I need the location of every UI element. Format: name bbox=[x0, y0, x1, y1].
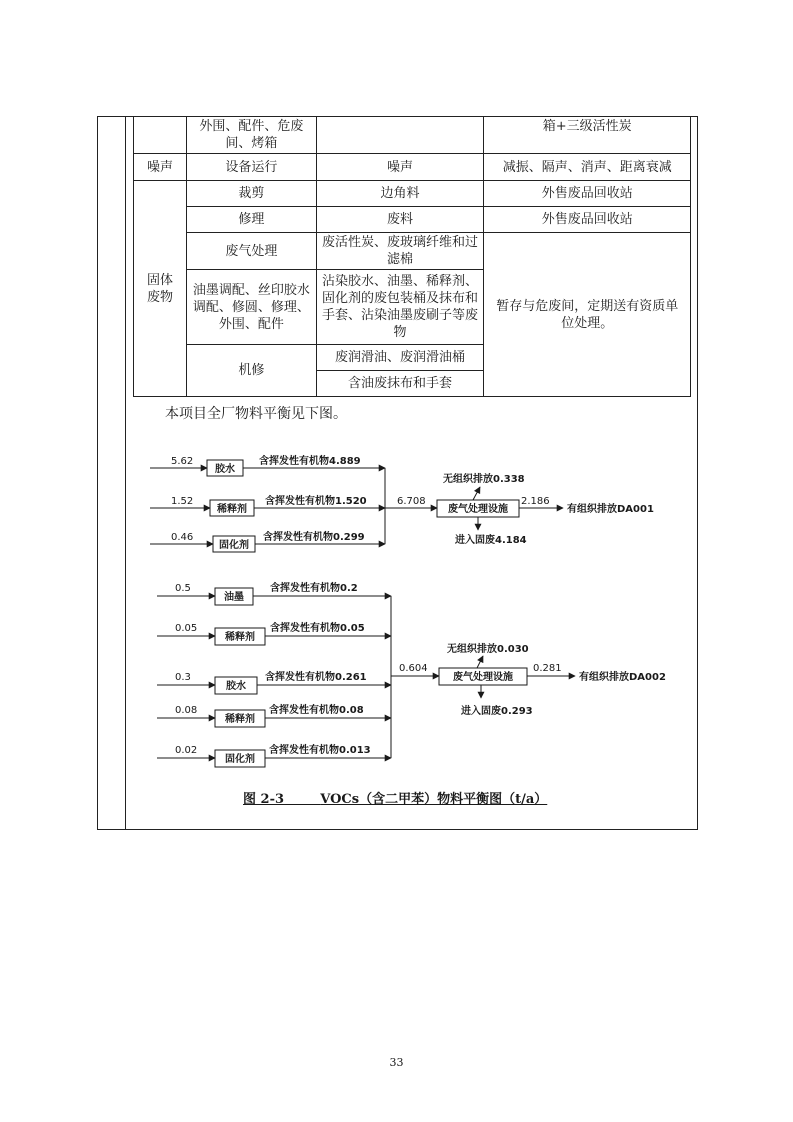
pollution-measures-table bbox=[133, 116, 691, 397]
cell-empty bbox=[134, 117, 187, 154]
diagram2-organized-amount: 0.281 bbox=[533, 663, 562, 674]
diagram2-input-amount: 0.02 bbox=[175, 745, 198, 756]
diagram2-input-material: 稀释剂 bbox=[225, 632, 255, 643]
diagram1-input-amount: 1.52 bbox=[171, 496, 194, 507]
table-row bbox=[134, 181, 691, 207]
diagram1-organized-amount: 2.186 bbox=[521, 496, 550, 507]
cell-source: 油墨调配、丝印胶水调配、修圆、修理、外围、配件 bbox=[186, 270, 316, 345]
cell-pollutant: 噪声 bbox=[316, 154, 484, 181]
table-row bbox=[134, 207, 691, 233]
cell-pollutant: 废活性炭、废玻璃纤维和过滤棉 bbox=[316, 233, 484, 270]
figure-number: 图 2-3 bbox=[243, 792, 285, 807]
cell-measure: 减振、隔声、消声、距离衰减 bbox=[484, 154, 691, 181]
diagram1-input-voc: 含挥发性有机物4.889 bbox=[259, 456, 361, 467]
cell-pollutant: 废料 bbox=[316, 207, 484, 233]
cell-measure: 暂存与危废间，定期送有资质单位处理。 bbox=[484, 233, 691, 397]
diagram2-input-voc: 含挥发性有机物0.05 bbox=[270, 623, 365, 634]
diagram1-solid: 进入固废4.184 bbox=[455, 535, 527, 546]
table-row bbox=[134, 154, 691, 181]
page-number: 33 bbox=[389, 1056, 404, 1069]
diagram2-organized: 有组织排放DA002 bbox=[579, 672, 666, 683]
cell-measure: 外售废品回收站 bbox=[484, 207, 691, 233]
diagram2-input-amount: 0.08 bbox=[175, 705, 198, 716]
cell-source: 机修 bbox=[186, 345, 316, 397]
diagram1-input-amount: 0.46 bbox=[171, 532, 194, 543]
cell-source: 外围、配件、危废间、烤箱 bbox=[186, 117, 316, 154]
diagram1-organized: 有组织排放DA001 bbox=[567, 504, 654, 515]
cell-category: 固体废物 bbox=[134, 181, 187, 397]
cell-source: 裁剪 bbox=[186, 181, 316, 207]
figure-title: VOCs（含二甲苯）物料平衡图（t/a） bbox=[320, 792, 548, 807]
frame-inner-line bbox=[125, 116, 126, 830]
cell-measure: 外售废品回收站 bbox=[484, 181, 691, 207]
diagram2-input-amount: 0.05 bbox=[175, 623, 198, 634]
diagram1-input-material: 胶水 bbox=[215, 464, 235, 475]
diagram1-input-material: 稀释剂 bbox=[217, 504, 247, 515]
diagram2-input-voc: 含挥发性有机物0.08 bbox=[269, 705, 364, 716]
diagram2-input-material: 胶水 bbox=[226, 681, 246, 692]
diagram1-unorganized: 无组织排放0.338 bbox=[443, 474, 525, 485]
figure-caption bbox=[243, 788, 547, 807]
cell-pollutant: 边角料 bbox=[316, 181, 484, 207]
cell-source: 设备运行 bbox=[186, 154, 316, 181]
diagram1-input-voc: 含挥发性有机物1.520 bbox=[265, 496, 367, 507]
cell-pollutant: 废润滑油、废润滑油桶 bbox=[316, 345, 484, 371]
diagram2-input-voc: 含挥发性有机物0.261 bbox=[265, 672, 367, 683]
diagram2-unorganized: 无组织排放0.030 bbox=[447, 644, 529, 655]
cell-source: 修理 bbox=[186, 207, 316, 233]
cell-pollutant bbox=[316, 117, 484, 154]
diagram2-input-material: 固化剂 bbox=[225, 754, 255, 765]
diagram1-facility: 废气处理设施 bbox=[448, 504, 508, 515]
cell-pollutant: 沾染胶水、油墨、稀释剂、固化剂的废包装桶及抹布和手套、沾染油墨废刷子等废物 bbox=[316, 270, 484, 345]
cell-category: 噪声 bbox=[134, 154, 187, 181]
diagram2-total: 0.604 bbox=[399, 663, 428, 674]
cell-pollutant: 含油废抹布和手套 bbox=[316, 371, 484, 397]
diagram2-facility: 废气处理设施 bbox=[453, 672, 513, 683]
cell-measure: 箱+三级活性炭 bbox=[484, 117, 691, 154]
diagram2-input-material: 油墨 bbox=[224, 592, 244, 603]
diagram2-input-amount: 0.5 bbox=[175, 583, 191, 594]
table-row bbox=[134, 233, 691, 270]
diagram2-solid: 进入固废0.293 bbox=[461, 706, 533, 717]
diagram1-input-voc: 含挥发性有机物0.299 bbox=[263, 532, 365, 543]
cell-source: 废气处理 bbox=[186, 233, 316, 270]
diagram2-input-voc: 含挥发性有机物0.013 bbox=[269, 745, 371, 756]
diagram2-input-amount: 0.3 bbox=[175, 672, 191, 683]
diagram2-input-voc: 含挥发性有机物0.2 bbox=[270, 583, 358, 594]
diagram1-total: 6.708 bbox=[397, 496, 426, 507]
diagram2-input-material: 稀释剂 bbox=[225, 714, 255, 725]
diagram1-input-material: 固化剂 bbox=[219, 540, 249, 551]
material-balance-diagram bbox=[135, 440, 695, 780]
table-row bbox=[134, 117, 691, 154]
intro-text: 本项目全厂物料平衡见下图。 bbox=[165, 406, 347, 422]
diagram1-input-amount: 5.62 bbox=[171, 456, 194, 467]
